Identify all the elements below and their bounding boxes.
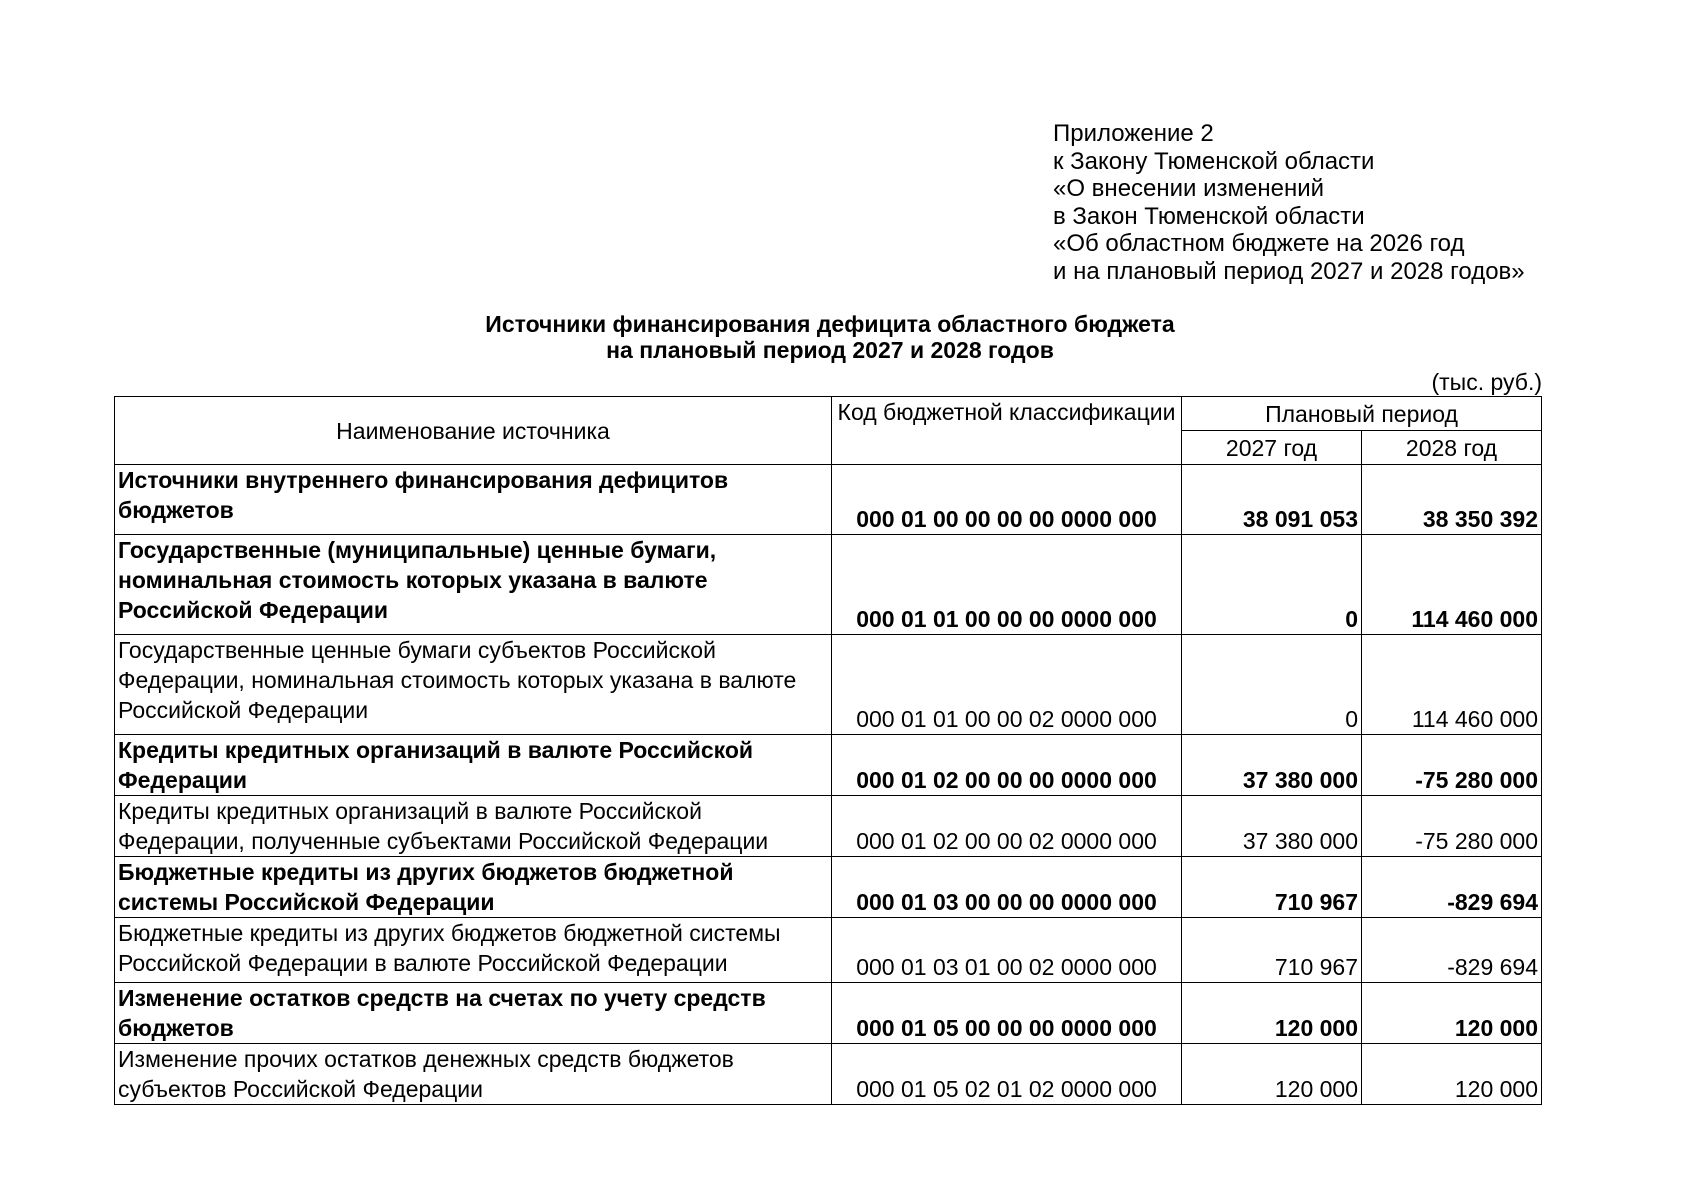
table-row: [115, 535, 1542, 635]
row-value-2027: 710 967: [1182, 857, 1362, 918]
row-value-2028: 114 460 000: [1362, 635, 1542, 735]
row-value-2028: -75 280 000: [1362, 796, 1542, 857]
row-code: 000 01 03 00 00 00 0000 000: [832, 857, 1182, 918]
appendix-block: [1053, 120, 1525, 285]
row-code: 000 01 02 00 00 02 0000 000: [832, 796, 1182, 857]
row-value-2028: 114 460 000: [1362, 535, 1542, 635]
row-code: 000 01 01 00 00 02 0000 000: [832, 635, 1182, 735]
row-value-2028: -829 694: [1362, 918, 1542, 983]
row-value-2027: 38 091 053: [1182, 465, 1362, 535]
table-row: [115, 635, 1542, 735]
row-value-2027: 120 000: [1182, 983, 1362, 1044]
header-year-2027: 2027 год: [1182, 431, 1362, 465]
table-row: [115, 857, 1542, 918]
row-value-2028: 120 000: [1362, 983, 1542, 1044]
header-year-2028: 2028 год: [1362, 431, 1542, 465]
appendix-line: в Закон Тюменской области: [1053, 202, 1365, 230]
table-row: [115, 983, 1542, 1044]
title-line-2: на плановый период 2027 и 2028 годов: [606, 337, 1054, 363]
row-value-2027: 37 380 000: [1182, 796, 1362, 857]
document-title: [0, 311, 1660, 363]
table-row: [115, 796, 1542, 857]
row-code: 000 01 02 00 00 00 0000 000: [832, 735, 1182, 796]
row-name: Источники внутреннего финансирования дефицитов бюджетов: [115, 465, 832, 535]
appendix-line: «О внесении изменений: [1053, 175, 1325, 202]
units-label: (тыс. руб.): [1431, 369, 1542, 395]
header-name: Наименование источника: [115, 397, 832, 465]
header-period: Плановый период: [1182, 397, 1542, 431]
row-name: Изменение остатков средств на счетах по учету средств бюджетов: [115, 983, 832, 1044]
row-code: 000 01 01 00 00 00 0000 000: [832, 535, 1182, 635]
row-code: 000 01 03 01 00 02 0000 000: [832, 918, 1182, 983]
row-name: Кредиты кредитных организаций в валюте Российской Федерации, полученные субъектами Российской Федерации: [115, 796, 832, 857]
appendix-line: «Об областном бюджете на 2026 год: [1053, 230, 1465, 257]
appendix-line: Приложение 2: [1053, 120, 1214, 147]
row-value-2027: 0: [1182, 535, 1362, 635]
row-value-2028: 120 000: [1362, 1044, 1542, 1105]
row-value-2028: -829 694: [1362, 857, 1542, 918]
title-line-1: Источники финансирования дефицита областного бюджета: [485, 311, 1175, 337]
appendix-line: к Закону Тюменской области: [1053, 147, 1375, 175]
row-value-2028: 38 350 392: [1362, 465, 1542, 535]
table-row: [115, 735, 1542, 796]
row-code: 000 01 05 00 00 00 0000 000: [832, 983, 1182, 1044]
appendix-line: и на плановый период 2027 и 2028 годов»: [1053, 257, 1525, 285]
row-name: Бюджетные кредиты из других бюджетов бюджетной системы Российской Федерации в валюте Российской Федерации: [115, 918, 832, 983]
row-name: Государственные ценные бумаги субъектов Российской Федерации, номинальная стоимость которых указана в валюте Российской Федерации: [115, 635, 832, 735]
row-value-2027: 37 380 000: [1182, 735, 1362, 796]
row-value-2027: 120 000: [1182, 1044, 1362, 1105]
row-name: Бюджетные кредиты из других бюджетов бюджетной системы Российской Федерации: [115, 857, 832, 918]
table-row: [115, 918, 1542, 983]
row-code: 000 01 05 02 01 02 0000 000: [832, 1044, 1182, 1105]
row-name: Государственные (муниципальные) ценные бумаги, номинальная стоимость которых указана в валюте Российской Федерации: [115, 535, 832, 635]
row-value-2027: 710 967: [1182, 918, 1362, 983]
financing-sources-table: [114, 396, 1542, 1105]
table-row: [115, 1044, 1542, 1105]
header-code: Код бюджетной классификации: [832, 397, 1182, 465]
row-name: Изменение прочих остатков денежных средств бюджетов субъектов Российской Федерации: [115, 1044, 832, 1105]
row-value-2027: 0: [1182, 635, 1362, 735]
row-code: 000 01 00 00 00 00 0000 000: [832, 465, 1182, 535]
row-name: Кредиты кредитных организаций в валюте Российской Федерации: [115, 735, 832, 796]
row-value-2028: -75 280 000: [1362, 735, 1542, 796]
table-row: [115, 465, 1542, 535]
